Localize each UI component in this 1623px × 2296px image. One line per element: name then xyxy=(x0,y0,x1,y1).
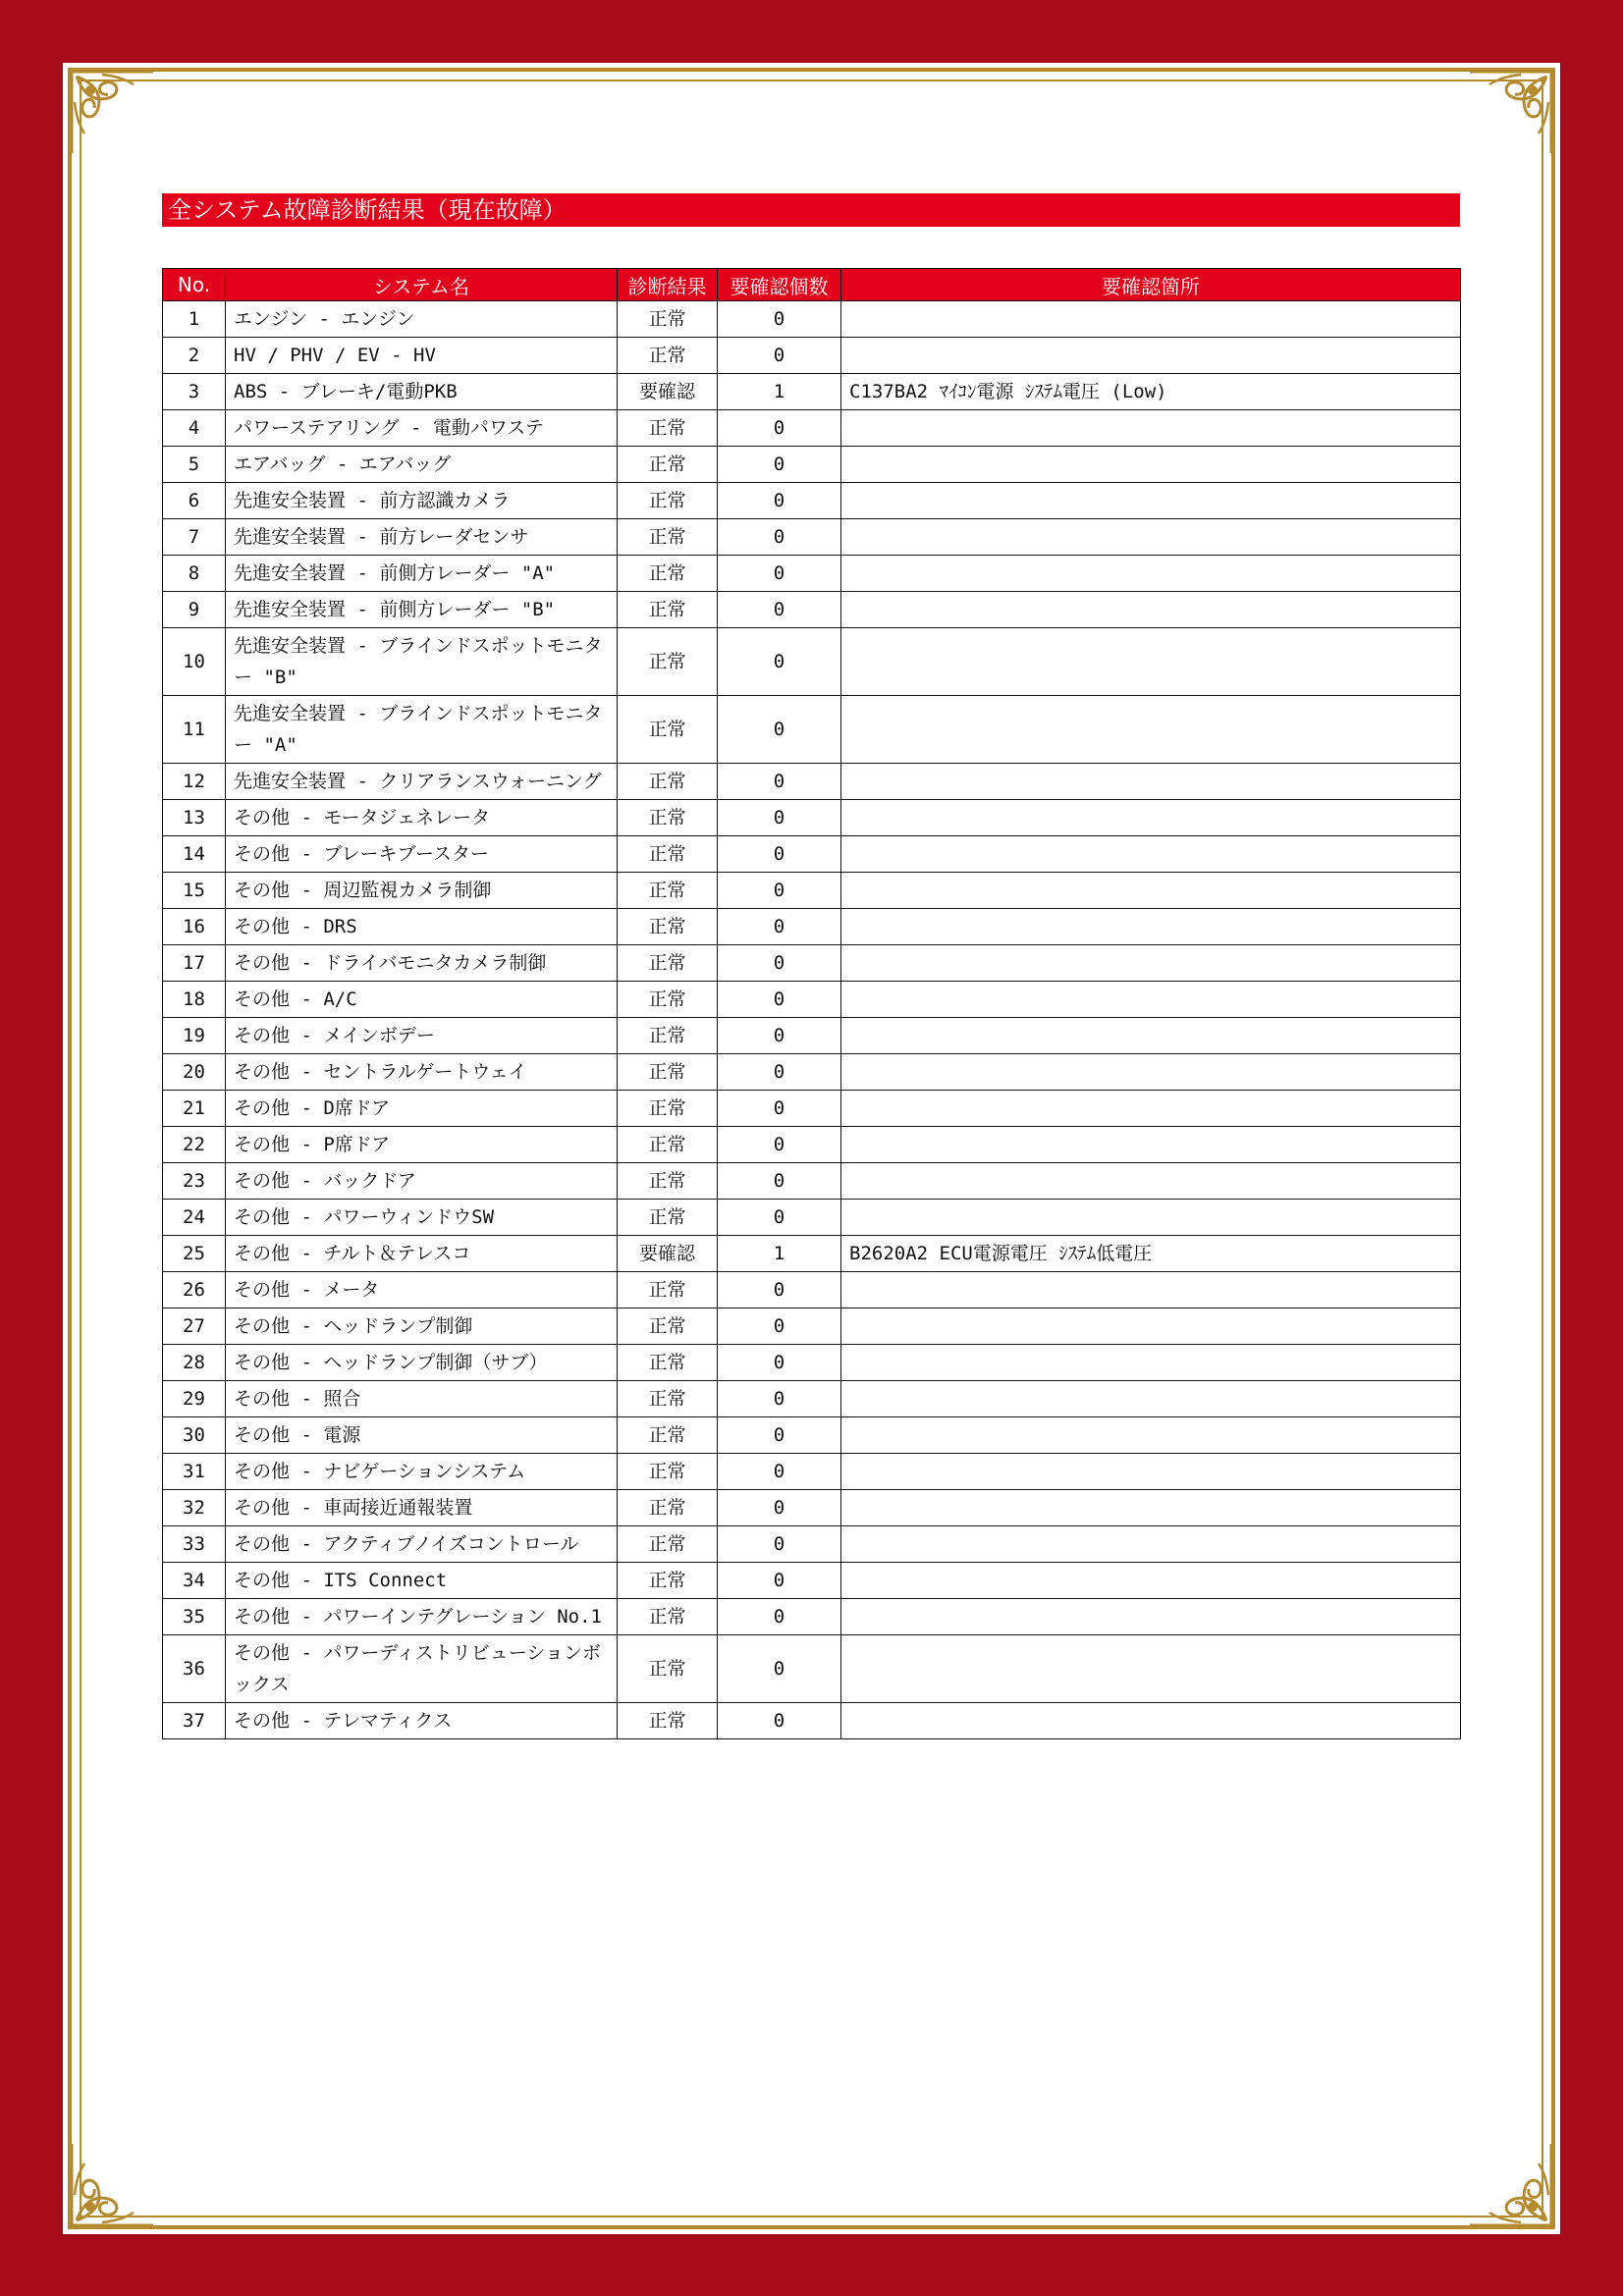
row-system-name: その他 - 電源 xyxy=(226,1417,618,1454)
row-result: 正常 xyxy=(618,1345,718,1381)
row-system-name: その他 - A/C xyxy=(226,982,618,1018)
table-row xyxy=(163,338,1461,374)
row-location xyxy=(841,1635,1461,1703)
row-location xyxy=(841,483,1461,519)
row-location: B2620A2 ECU電源電圧 ｼｽﾃﾑ低電圧 xyxy=(841,1236,1461,1272)
row-system-name: その他 - ITS Connect xyxy=(226,1563,618,1599)
row-location xyxy=(841,909,1461,945)
row-count: 0 xyxy=(718,1163,841,1200)
row-number: 6 xyxy=(163,483,226,519)
row-system-name: その他 - DRS xyxy=(226,909,618,945)
row-system-name: その他 - バックドア xyxy=(226,1163,618,1200)
row-system-name: その他 - メインボデー xyxy=(226,1018,618,1054)
header-location: 要確認箇所 xyxy=(841,269,1461,301)
row-location xyxy=(841,447,1461,483)
row-count: 1 xyxy=(718,374,841,410)
row-count: 0 xyxy=(718,696,841,764)
table-row xyxy=(163,1054,1461,1091)
row-number: 33 xyxy=(163,1526,226,1563)
row-system-name: 先進安全装置 - 前側方レーダー "B" xyxy=(226,592,618,628)
row-system-name: その他 - ヘッドランプ制御 xyxy=(226,1308,618,1345)
table-row xyxy=(163,800,1461,836)
row-system-name: エンジン - エンジン xyxy=(226,301,618,338)
table-row xyxy=(163,836,1461,873)
row-location xyxy=(841,1308,1461,1345)
table-row xyxy=(163,1490,1461,1526)
row-result: 正常 xyxy=(618,592,718,628)
table-row xyxy=(163,592,1461,628)
table-row xyxy=(163,628,1461,696)
row-count: 0 xyxy=(718,592,841,628)
row-result: 正常 xyxy=(618,301,718,338)
row-number: 21 xyxy=(163,1091,226,1127)
row-number: 18 xyxy=(163,982,226,1018)
ornament-corner-icon xyxy=(1462,63,1560,161)
row-location xyxy=(841,301,1461,338)
ornament-corner-icon xyxy=(63,2136,161,2234)
row-location xyxy=(841,800,1461,836)
row-number: 24 xyxy=(163,1200,226,1236)
row-count: 0 xyxy=(718,1054,841,1091)
row-count: 0 xyxy=(718,301,841,338)
row-count: 0 xyxy=(718,628,841,696)
row-result: 正常 xyxy=(618,982,718,1018)
row-result: 正常 xyxy=(618,1308,718,1345)
row-number: 2 xyxy=(163,338,226,374)
report-page xyxy=(63,63,1560,2234)
row-location xyxy=(841,1091,1461,1127)
table-row xyxy=(163,1417,1461,1454)
row-count: 0 xyxy=(718,764,841,800)
table-row xyxy=(163,1236,1461,1272)
row-count: 0 xyxy=(718,873,841,909)
row-result: 正常 xyxy=(618,1200,718,1236)
table-row xyxy=(163,1635,1461,1703)
row-system-name: エアバッグ - エアバッグ xyxy=(226,447,618,483)
row-number: 11 xyxy=(163,696,226,764)
row-system-name: その他 - 車両接近通報装置 xyxy=(226,1490,618,1526)
table-row xyxy=(163,909,1461,945)
row-number: 16 xyxy=(163,909,226,945)
row-system-name: 先進安全装置 - 前方レーダセンサ xyxy=(226,519,618,556)
table-row xyxy=(163,945,1461,982)
header-system: システム名 xyxy=(226,269,618,301)
row-count: 0 xyxy=(718,1703,841,1739)
row-count: 0 xyxy=(718,909,841,945)
row-result: 正常 xyxy=(618,519,718,556)
row-result: 要確認 xyxy=(618,374,718,410)
row-location xyxy=(841,410,1461,447)
row-count: 0 xyxy=(718,1200,841,1236)
row-result: 正常 xyxy=(618,1490,718,1526)
row-count: 0 xyxy=(718,483,841,519)
table-row xyxy=(163,483,1461,519)
row-result: 正常 xyxy=(618,1417,718,1454)
row-location xyxy=(841,628,1461,696)
row-number: 22 xyxy=(163,1127,226,1163)
row-count: 0 xyxy=(718,1563,841,1599)
row-result: 正常 xyxy=(618,1703,718,1739)
row-location xyxy=(841,1163,1461,1200)
row-number: 5 xyxy=(163,447,226,483)
row-number: 23 xyxy=(163,1163,226,1200)
table-row xyxy=(163,1308,1461,1345)
row-system-name: 先進安全装置 - ブラインドスポットモニター "B" xyxy=(226,628,618,696)
row-result: 正常 xyxy=(618,836,718,873)
header-result: 診断結果 xyxy=(618,269,718,301)
row-number: 27 xyxy=(163,1308,226,1345)
table-row xyxy=(163,1127,1461,1163)
row-number: 34 xyxy=(163,1563,226,1599)
row-system-name: その他 - P席ドア xyxy=(226,1127,618,1163)
row-number: 29 xyxy=(163,1381,226,1417)
row-location xyxy=(841,873,1461,909)
table-row xyxy=(163,696,1461,764)
row-location xyxy=(841,1127,1461,1163)
row-system-name: パワーステアリング - 電動パワステ xyxy=(226,410,618,447)
row-number: 14 xyxy=(163,836,226,873)
row-location xyxy=(841,1454,1461,1490)
row-location xyxy=(841,945,1461,982)
row-result: 正常 xyxy=(618,873,718,909)
row-count: 0 xyxy=(718,1091,841,1127)
row-location xyxy=(841,1345,1461,1381)
row-system-name: その他 - メータ xyxy=(226,1272,618,1308)
table-row xyxy=(163,764,1461,800)
row-count: 0 xyxy=(718,447,841,483)
row-system-name: その他 - アクティブノイズコントロール xyxy=(226,1526,618,1563)
table-body xyxy=(163,301,1461,1739)
row-system-name: その他 - ドライバモニタカメラ制御 xyxy=(226,945,618,982)
row-result: 正常 xyxy=(618,1127,718,1163)
row-count: 0 xyxy=(718,836,841,873)
row-result: 要確認 xyxy=(618,1236,718,1272)
row-count: 1 xyxy=(718,1236,841,1272)
row-result: 正常 xyxy=(618,1091,718,1127)
diagnosis-table xyxy=(162,268,1461,1739)
row-number: 30 xyxy=(163,1417,226,1454)
row-system-name: その他 - 周辺監視カメラ制御 xyxy=(226,873,618,909)
row-location xyxy=(841,1018,1461,1054)
table-row xyxy=(163,519,1461,556)
row-location xyxy=(841,338,1461,374)
row-result: 正常 xyxy=(618,1635,718,1703)
row-count: 0 xyxy=(718,1417,841,1454)
row-system-name: 先進安全装置 - 前側方レーダー "A" xyxy=(226,556,618,592)
row-result: 正常 xyxy=(618,447,718,483)
row-result: 正常 xyxy=(618,696,718,764)
row-result: 正常 xyxy=(618,1018,718,1054)
table-row xyxy=(163,1091,1461,1127)
row-location xyxy=(841,1054,1461,1091)
row-number: 19 xyxy=(163,1018,226,1054)
row-count: 0 xyxy=(718,519,841,556)
row-location xyxy=(841,1417,1461,1454)
row-system-name: その他 - ヘッドランプ制御（サブ） xyxy=(226,1345,618,1381)
row-number: 8 xyxy=(163,556,226,592)
table-row xyxy=(163,1381,1461,1417)
row-system-name: その他 - 照合 xyxy=(226,1381,618,1417)
row-result: 正常 xyxy=(618,1272,718,1308)
header-no: No. xyxy=(163,269,226,301)
row-location xyxy=(841,696,1461,764)
table-row xyxy=(163,1526,1461,1563)
row-number: 7 xyxy=(163,519,226,556)
row-result: 正常 xyxy=(618,483,718,519)
row-number: 20 xyxy=(163,1054,226,1091)
row-count: 0 xyxy=(718,1018,841,1054)
table-row xyxy=(163,982,1461,1018)
row-result: 正常 xyxy=(618,410,718,447)
table-row xyxy=(163,1018,1461,1054)
table-row xyxy=(163,1163,1461,1200)
section-title: 全システム故障診断結果（現在故障） xyxy=(162,193,1460,227)
row-number: 36 xyxy=(163,1635,226,1703)
table-row xyxy=(163,1200,1461,1236)
row-number: 4 xyxy=(163,410,226,447)
row-number: 3 xyxy=(163,374,226,410)
table-row xyxy=(163,1703,1461,1739)
row-location xyxy=(841,1272,1461,1308)
table-row xyxy=(163,1599,1461,1635)
row-count: 0 xyxy=(718,410,841,447)
row-system-name: 先進安全装置 - 前方認識カメラ xyxy=(226,483,618,519)
row-result: 正常 xyxy=(618,1599,718,1635)
row-number: 28 xyxy=(163,1345,226,1381)
row-result: 正常 xyxy=(618,556,718,592)
table-row xyxy=(163,1345,1461,1381)
row-count: 0 xyxy=(718,800,841,836)
row-result: 正常 xyxy=(618,1163,718,1200)
row-result: 正常 xyxy=(618,945,718,982)
row-count: 0 xyxy=(718,1526,841,1563)
row-number: 9 xyxy=(163,592,226,628)
row-system-name: その他 - パワーディストリビューションボックス xyxy=(226,1635,618,1703)
row-system-name: その他 - モータジェネレータ xyxy=(226,800,618,836)
row-result: 正常 xyxy=(618,1381,718,1417)
table-row xyxy=(163,447,1461,483)
row-system-name: その他 - ナビゲーションシステム xyxy=(226,1454,618,1490)
row-system-name: その他 - セントラルゲートウェイ xyxy=(226,1054,618,1091)
row-location xyxy=(841,1563,1461,1599)
row-result: 正常 xyxy=(618,764,718,800)
row-count: 0 xyxy=(718,945,841,982)
ornament-corner-icon xyxy=(63,63,161,161)
row-number: 1 xyxy=(163,301,226,338)
row-count: 0 xyxy=(718,1635,841,1703)
row-system-name: その他 - パワーインテグレーション No.1 xyxy=(226,1599,618,1635)
row-number: 10 xyxy=(163,628,226,696)
row-location xyxy=(841,836,1461,873)
table-row xyxy=(163,556,1461,592)
table-header-row xyxy=(163,269,1461,301)
row-number: 37 xyxy=(163,1703,226,1739)
row-location xyxy=(841,1703,1461,1739)
row-result: 正常 xyxy=(618,1454,718,1490)
row-number: 13 xyxy=(163,800,226,836)
row-system-name: 先進安全装置 - クリアランスウォーニング xyxy=(226,764,618,800)
row-result: 正常 xyxy=(618,800,718,836)
table-row xyxy=(163,301,1461,338)
row-result: 正常 xyxy=(618,909,718,945)
row-count: 0 xyxy=(718,1345,841,1381)
header-count: 要確認個数 xyxy=(718,269,841,301)
table-row xyxy=(163,873,1461,909)
row-number: 25 xyxy=(163,1236,226,1272)
table-row xyxy=(163,410,1461,447)
row-location xyxy=(841,592,1461,628)
row-location xyxy=(841,1381,1461,1417)
row-system-name: その他 - テレマティクス xyxy=(226,1703,618,1739)
row-system-name: その他 - ブレーキブースター xyxy=(226,836,618,873)
row-location xyxy=(841,519,1461,556)
row-location xyxy=(841,764,1461,800)
row-count: 0 xyxy=(718,1599,841,1635)
row-count: 0 xyxy=(718,1381,841,1417)
row-location xyxy=(841,982,1461,1018)
row-location xyxy=(841,1200,1461,1236)
ornament-corner-icon xyxy=(1462,2136,1560,2234)
row-system-name: その他 - パワーウィンドウSW xyxy=(226,1200,618,1236)
row-system-name: その他 - チルト＆テレスコ xyxy=(226,1236,618,1272)
row-location xyxy=(841,1599,1461,1635)
row-result: 正常 xyxy=(618,1563,718,1599)
row-number: 31 xyxy=(163,1454,226,1490)
table-row xyxy=(163,374,1461,410)
row-system-name: ABS - ブレーキ/電動PKB xyxy=(226,374,618,410)
row-system-name: HV / PHV / EV - HV xyxy=(226,338,618,374)
row-location: C137BA2 ﾏｲｺﾝ電源 ｼｽﾃﾑ電圧 (Low) xyxy=(841,374,1461,410)
row-result: 正常 xyxy=(618,338,718,374)
row-count: 0 xyxy=(718,1490,841,1526)
row-number: 32 xyxy=(163,1490,226,1526)
row-number: 35 xyxy=(163,1599,226,1635)
row-number: 26 xyxy=(163,1272,226,1308)
row-result: 正常 xyxy=(618,1054,718,1091)
row-number: 12 xyxy=(163,764,226,800)
table-row xyxy=(163,1454,1461,1490)
row-system-name: 先進安全装置 - ブラインドスポットモニター "A" xyxy=(226,696,618,764)
row-count: 0 xyxy=(718,1127,841,1163)
row-result: 正常 xyxy=(618,628,718,696)
row-location xyxy=(841,556,1461,592)
row-count: 0 xyxy=(718,338,841,374)
row-system-name: その他 - D席ドア xyxy=(226,1091,618,1127)
row-number: 15 xyxy=(163,873,226,909)
row-count: 0 xyxy=(718,982,841,1018)
row-result: 正常 xyxy=(618,1526,718,1563)
row-count: 0 xyxy=(718,556,841,592)
row-count: 0 xyxy=(718,1272,841,1308)
row-location xyxy=(841,1490,1461,1526)
row-count: 0 xyxy=(718,1308,841,1345)
table-row xyxy=(163,1272,1461,1308)
row-count: 0 xyxy=(718,1454,841,1490)
row-number: 17 xyxy=(163,945,226,982)
table-row xyxy=(163,1563,1461,1599)
row-location xyxy=(841,1526,1461,1563)
